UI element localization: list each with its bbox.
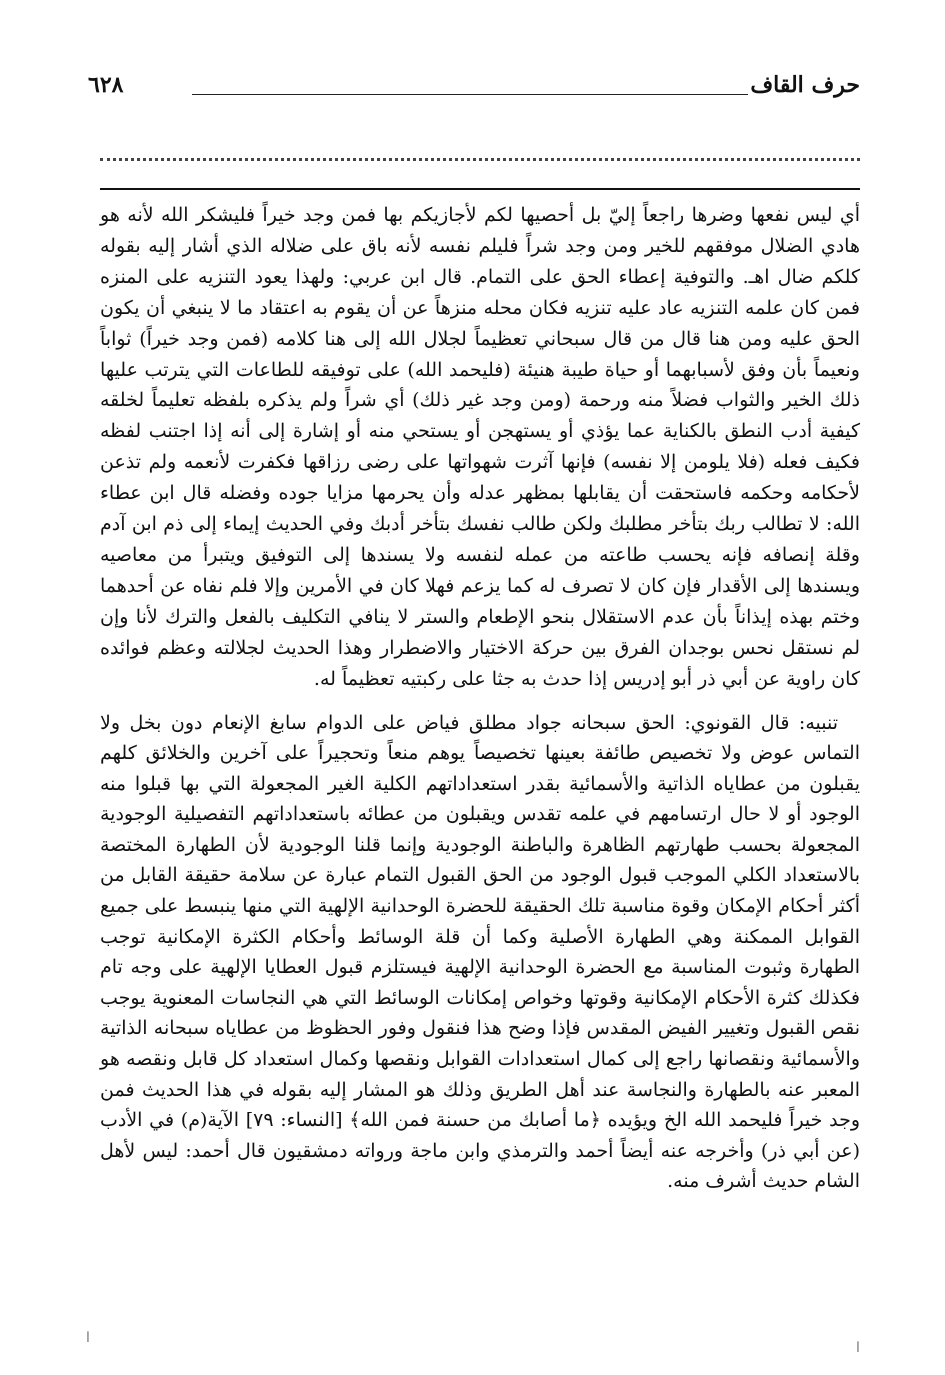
paragraph-gap: [100, 695, 860, 708]
page-body: [100, 200, 860, 1197]
scan-mark: ا: [856, 1340, 860, 1356]
chapter-title: حرف القاف: [750, 72, 860, 98]
header-rule: [192, 94, 748, 95]
running-header: [88, 72, 860, 108]
solid-separator: [100, 188, 860, 190]
scan-mark: ا: [86, 1330, 90, 1346]
dotted-separator: [100, 158, 860, 161]
page-number: ٦٢٨: [88, 72, 124, 98]
paragraph-commentary: أي ليس نفعها وضرها راجعاً إليّ بل أحصيها لكم لأجازيكم بها فمن وجد خيراً فليشكر الله لأنه هو هادي الضلال موفقهم للخير ومن وجد شراً فليلم نفسه لأنه باق على ضلاله الذي أشار إليه بقوله كلكم ضال اهـ. والتوفية إعطاء الحق على التمام. قال ابن عربي: ولهذا يعود التنزيه على المنزه فمن كان علمه التنزيه عاد عليه تنزيه فكان محله منزهاً عن أن يقوم به اعتقاد ما لا ينبغي أن يكون الحق عليه ومن هنا قال من قال سبحاني تعظيماً لجلال الله إلى هنا كلامه (فمن وجد خيراً) ثواباً ونعيماً بأن وفق لأسبابهما أو حياة طيبة هنيئة (فليحمد الله) على توفيقه للطاعات التي يترتب عليها ذلك الخير والثواب فضلاً منه ورحمة (ومن وجد غير ذلك) أي شراً ولم يذكره بلفظه تعليماً لخلقه كيفية أدب النطق بالكناية عما يؤذي أو يستهجن أو يستحي منه أو إشارة إلى أنه إذا اجتنب لفظه فكيف فعله (فلا يلومن إلا نفسه) فإنها آثرت شهواتها على رضى رزاقها فكفرت لأنعمه ولم تذعن لأحكامه وحكمه فاستحقت أن يقابلها بمظهر عدله وأن يحرمها مزايا جوده وفضله قال ابن عطاء الله: لا تطالب ربك بتأخر مطلبك ولكن طالب نفسك بتأخر أدبك وفي الحديث إيماء إلى ذم ابن آدم وقلة إنصافه فإنه يحسب طاعته من عمله لنفسه ولا يسندها إلى التوفيق ويتبرأ من معاصيه ويسندها إلى الأقدار فإن كان لا تصرف له كما يزعم فهلا كان في الأمرين وإلا فلم نفاه عن أحدهما وختم بهذه إيذاناً بأن عدم الاستقلال بنحو الإطعام والستر لا ينافي التكليف بالفعل والترك لأنا وإن لم نستقل نحس بوجدان الفرق بين حركة الاختيار والاضطرار وهذا الحديث لجلالته وعظم فوائده كان راوية عن أبي ذر أبو إدريس إذا حدث به جثا على ركبتيه تعظيماً له.: [100, 204, 860, 690]
paragraph-note: تنبيه: قال القونوي: الحق سبحانه جواد مطلق فياض على الدوام سابغ الإنعام دون بخل ولا التماس عوض ولا تخصيص طائفة بعينها تخصيصاً يوهم منعاً وتحجيراً على آخرين والخلائق كلهم يقبلون من عطاياه الذاتية والأسمائية بقدر استعداداتهم الكلية الغير المجعولة التي بها قبلوا منه الوجود أو لا حال ارتسامهم في علمه تقدس ويقبلون من عطائه باستعداداتهم التفصيلية الوجودية المجعولة بحسب طهارتهم الظاهرة والباطنة الوجودية وإنما قلنا الوجودية لأن الطهارة المختصة بالاستعداد الكلي الموجب قبول الوجود من الحق القبول التمام عبارة عن سلامة حقيقة القابل من أكثر أحكام الإمكان وقوة مناسبة تلك الحقيقة للحضرة الوحدانية الإلهية التي منها ينبسط على جميع القوابل الممكنة وهي الطهارة الأصلية وكما أن قلة الوسائط وأحكام الكثرة الإمكانية توجب الطهارة وثبوت المناسبة مع الحضرة الوحدانية الإلهية فيستلزم قبول العطايا الإلهية على وجه تام فكذلك كثرة الأحكام الإمكانية وقوتها وخواص إمكانات الوسائط التي هي النجاسات المعنوية يوجب نقص القبول وتغيير الفيض المقدس فإذا وضح هذا فنقول وفور الحظوظ من عطاياه سبحانه الذاتية والأسمائية ونقصانها راجع إلى كمال استعدادات القوابل ونقصها وكمال استعداد كل قابل ونقصه هو المعبر عنه بالطهارة والنجاسة عند أهل الطريق وذلك هو المشار إليه بقوله في هذا الحديث فمن وجد خيراً فليحمد الله الخ ويؤيده ﴿ما أصابك من حسنة فمن الله﴾ [النساء: ٧٩] الآية(م) في الأدب (عن أبي ذر) وأخرجه عنه أيضاً أحمد والترمذي وابن ماجة ورواته دمشقيون قال أحمد: ليس لأهل الشام حديث أشرف منه.: [100, 711, 861, 1193]
